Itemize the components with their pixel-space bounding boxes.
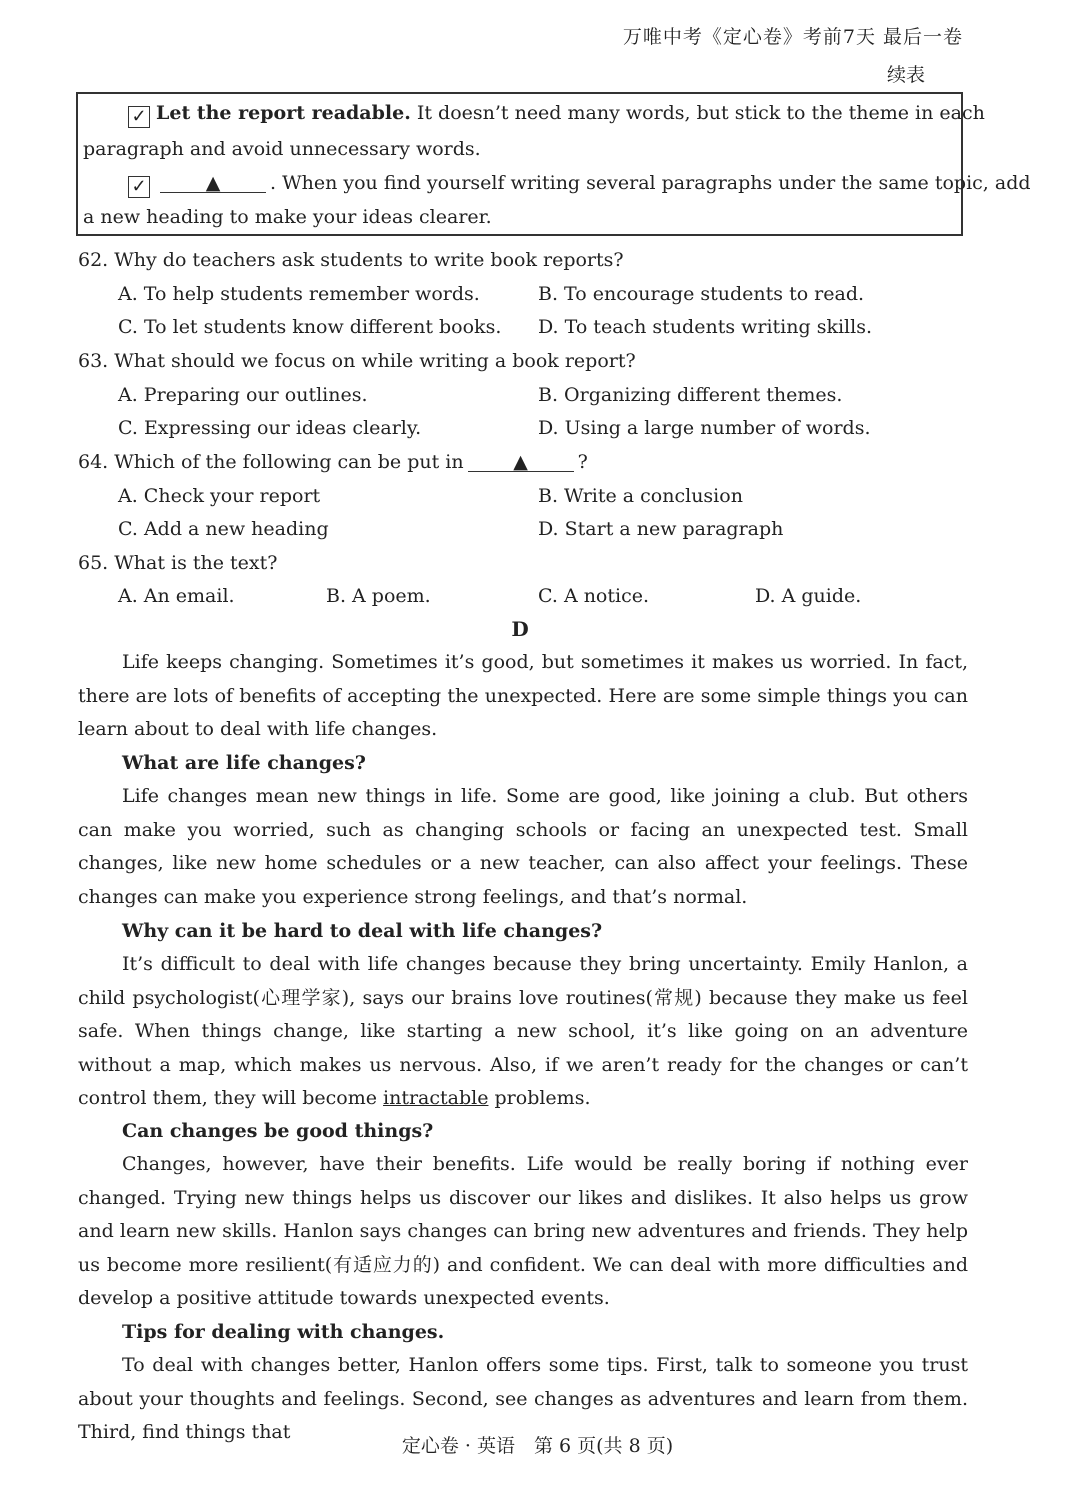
- passage-section-1: [78, 780, 968, 914]
- question-63-option-a: A. Preparing our outlines.: [118, 384, 368, 406]
- section-2-text-b: problems.: [488, 1087, 591, 1110]
- section-heading-4: Tips for dealing with changes.: [122, 1321, 445, 1343]
- tip-1-bold: Let the report readable.: [156, 102, 411, 124]
- question-65-option-c: C. A notice.: [538, 585, 650, 607]
- intro-paragraph: Life keeps changing. Sometimes it’s good, but sometimes it makes us worried. In fact, there are lots of benefits of accepting the unexpected. Here are some simple things you can learn about to deal with life changes.: [78, 651, 968, 741]
- checkbox-icon: ✓: [128, 106, 150, 128]
- question-64-option-b: B. Write a conclusion: [538, 485, 743, 507]
- section-2-paragraph: [78, 948, 968, 1116]
- question-62-option-d: D. To teach students writing skills.: [538, 316, 872, 338]
- section-2-text-a: It’s difficult to deal with life changes because they bring uncertainty. Emily Hanlon, a child psychologist(心理学家), says our brains love routines(常规) because they make us feel safe. When things change, like starting a new school, it’s like going on an adventure without a map, which makes us nervous. Also, if we aren’t ready for the changes or can’t control them, they will become: [78, 953, 968, 1110]
- question-62-option-b: B. To encourage students to read.: [538, 283, 865, 305]
- tip-1-line-2: paragraph and avoid unnecessary words.: [83, 138, 481, 160]
- question-62-option-c: C. To let students know different books.: [118, 316, 502, 338]
- question-63-option-c: C. Expressing our ideas clearly.: [118, 417, 422, 439]
- section-heading-1: What are life changes?: [122, 752, 366, 774]
- question-63-option-d: D. Using a large number of words.: [538, 417, 871, 439]
- answer-blank: ▲: [160, 174, 266, 193]
- tip-2-line-1: [128, 172, 1031, 198]
- question-65-stem: 65. What is the text?: [78, 552, 278, 574]
- question-65-option-b: B. A poem.: [326, 585, 431, 607]
- tip-2-line-2: a new heading to make your ideas clearer.: [83, 206, 492, 228]
- underlined-word: intractable: [383, 1087, 489, 1110]
- continued-label: 续表: [886, 64, 925, 86]
- question-62-stem: 62. Why do teachers ask students to write book reports?: [78, 249, 624, 271]
- section-3-paragraph: Changes, however, have their benefits. Life would be really boring if nothing ever changed. Trying new things helps us discover our likes and dislikes. It also helps us grow and learn new skills. Hanlon says changes can bring new adventures and friends. They help us become more resilient(有适应力的) and confident. We can deal with more difficulties and develop a positive attitude towards unexpected events.: [78, 1153, 968, 1310]
- section-1-paragraph: Life changes mean new things in life. Some are good, like joining a club. But others can make you worried, such as changing schools or facing an unexpected test. Small changes, like new home schedules or a new teacher, can also affect your feelings. These changes can make you experience strong feelings, and that’s normal.: [78, 785, 968, 908]
- question-62-option-a: A. To help students remember words.: [118, 283, 480, 305]
- section-heading-3: Can changes be good things?: [122, 1120, 434, 1142]
- question-64-stem-text: 64. Which of the following can be put in: [78, 451, 464, 473]
- tip-2-rest: . When you find yourself writing several paragraphs under the same topic, add: [270, 172, 1031, 194]
- tip-1-rest: It doesn’t need many words, but stick to the theme in each: [410, 102, 985, 124]
- question-64-option-d: D. Start a new paragraph: [538, 518, 784, 540]
- answer-blank: ▲: [468, 453, 574, 472]
- page-footer: 定心卷 · 英语 第 6 页(共 8 页): [401, 1435, 674, 1457]
- question-64-option-a: A. Check your report: [118, 485, 321, 507]
- question-64-stem-end: ?: [577, 451, 588, 473]
- question-64-option-c: C. Add a new heading: [118, 518, 329, 540]
- passage-section-2: [78, 948, 968, 1116]
- passage-section-3: [78, 1148, 968, 1316]
- checkbox-icon: ✓: [128, 176, 150, 198]
- passage-label: D: [511, 617, 529, 641]
- question-65-option-d: D. A guide.: [755, 585, 862, 607]
- section-heading-2: Why can it be hard to deal with life changes?: [122, 920, 603, 942]
- tips-box: [76, 92, 1031, 236]
- question-65-option-a: A. An email.: [118, 585, 235, 607]
- question-64-stem: [78, 451, 588, 473]
- exam-header-title: 万唯中考《定心卷》考前7天 最后一卷: [622, 26, 963, 48]
- tip-1-line-1: [128, 102, 985, 128]
- question-63-option-b: B. Organizing different themes.: [538, 384, 843, 406]
- question-63-stem: 63. What should we focus on while writing a book report?: [78, 350, 636, 372]
- section-4-paragraph: To deal with changes better, Hanlon offers some tips. First, talk to someone you trust about your thoughts and feelings. Second, see changes as adventures and learn from them. Third, find things that: [78, 1354, 968, 1444]
- passage-intro: [78, 646, 968, 747]
